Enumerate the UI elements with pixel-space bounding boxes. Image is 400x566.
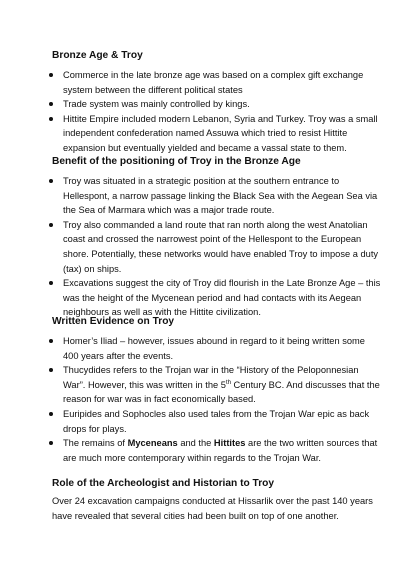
bullet-icon (49, 441, 53, 445)
list-item: Euripides and Sophocles also used tales from the Trojan War epic as back drops for plays. (52, 407, 382, 436)
list-item: Trade system was mainly controlled by kings. (52, 97, 382, 112)
section-paragraph: Over 24 excavation campaigns conducted at Hissarlik over the past 140 years have revealed that several cities had been built on top of one another. (52, 496, 373, 521)
section-heading: Benefit of the positioning of Troy in the Bronze Age (52, 156, 301, 167)
bold-term: Myceneans (127, 438, 178, 449)
list-item: Commerce in the late bronze age was based on a complex gift exchange system between the different political states (52, 68, 382, 97)
ordinal-superscript: th (225, 379, 231, 386)
section-written-evidence (52, 315, 382, 465)
bullet-icon (49, 117, 53, 121)
section-heading: Role of the Archeologist and Historian to Troy (52, 478, 275, 489)
list-item: Thucydides refers to the Trojan war in the “History of the Peloponnesian War”. However, this was written in the 5th Century BC. And discusses that the reason for war was in fact economically based. (52, 363, 382, 407)
bullet-icon (49, 73, 53, 77)
section-bronze-age (52, 49, 382, 156)
bullet-list (52, 334, 382, 465)
list-item: Troy also commanded a land route that ran north along the west Anatolian coast and crossed the narrowest point of the Hellespont to the European shore. Potentially, these networks would have enabled Troy to impose a duty (tax) on ships. (52, 218, 382, 276)
list-item: Hittite Empire included modern Lebanon, Syria and Turkey. Troy was a small independent confederation named Assuwa which tried to resist Hittite expansion but eventually yielded and became a vassal state to them. (52, 112, 382, 156)
list-item: Homer’s Iliad – however, issues abound in regard to it being written some 400 years after the events. (52, 334, 382, 363)
bullet-icon (49, 179, 53, 183)
bullet-icon (49, 368, 53, 372)
list-item: The remains of Myceneans and the Hittites are the two written sources that are much more contemporary within regards to the Trojan War. (52, 436, 382, 465)
section-heading: Bronze Age & Troy (52, 50, 143, 61)
section-positioning-of-troy (52, 155, 382, 320)
bullet-icon (49, 223, 53, 227)
bullet-icon (49, 339, 53, 343)
list-item: Excavations suggest the city of Troy did flourish in the Late Bronze Age – this was the height of the Mycenean period and had contacts with its Aegean neighbours as well as with the Hittite civilization. (52, 276, 382, 320)
bullet-list (52, 68, 382, 156)
bullet-icon (49, 412, 53, 416)
list-item: Troy was situated in a strategic position at the southern entrance to Hellespont, a narrow passage linking the Black Sea with the Aegean Sea via the Sea of Marmara which was a major trade route. (52, 174, 382, 218)
bullet-list (52, 174, 382, 320)
section-role-of-archeologist (52, 477, 382, 523)
section-heading: Written Evidence on Troy (52, 316, 175, 327)
bullet-icon (49, 102, 53, 106)
bold-term: Hittites (213, 438, 246, 449)
bullet-icon (49, 281, 53, 285)
